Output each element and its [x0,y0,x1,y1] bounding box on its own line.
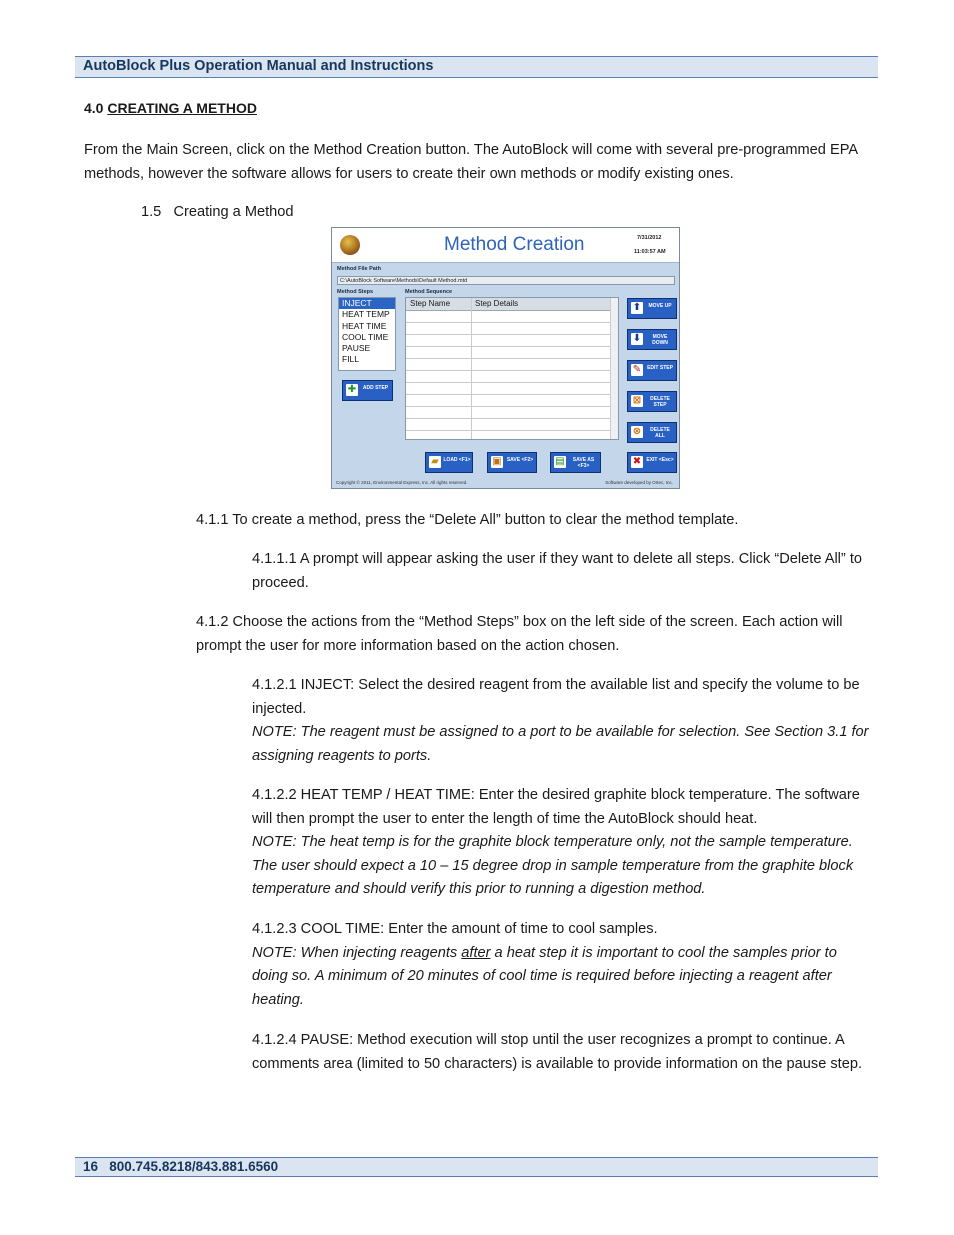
item-4-1-2-3-text: 4.1.2.3 COOL TIME: Enter the amount of time to cool samples. [252,921,658,937]
file-path-field[interactable]: C:\AutoBlock Software\Methods\Default Method.mtd [337,276,675,285]
step-item-fill[interactable]: FILL [342,354,360,365]
footer-text: 16 800.745.8218/843.881.6560 [83,1159,279,1174]
method-creation-screenshot [331,227,680,489]
developer-text: Software developed by Ortec, Inc. [605,480,673,485]
section-title: CREATING A METHOD [107,100,257,116]
exit-button[interactable]: ✖ EXIT <Esc> [627,452,677,473]
save-as-icon: ▤ [555,456,565,467]
folder-icon: ▰ [429,456,441,468]
step-item-heat-temp[interactable]: HEAT TEMP [342,309,390,320]
table-row[interactable] [406,334,612,335]
page-header [75,56,878,78]
method-steps-label: Method Steps [337,289,374,295]
grid-header [406,298,612,311]
grid-scrollbar[interactable] [610,298,618,439]
move-down-button[interactable]: ⬇ MOVE DOWN [627,329,677,350]
table-row[interactable] [406,382,612,383]
table-row[interactable] [406,346,612,347]
item-4-1-2-3 [252,918,872,1012]
delete-all-button[interactable]: ⊗ DELETE ALL [627,422,677,443]
method-sequence-grid[interactable] [405,297,619,440]
step-item-cool-time[interactable]: COOL TIME [342,331,389,342]
move-up-button[interactable]: ⬆ MOVE UP [627,298,677,319]
save-as-button[interactable]: ▤ SAVE AS <F3> [550,452,601,473]
close-icon: ✖ [632,456,642,467]
table-row[interactable] [406,418,612,419]
edit-step-button[interactable]: ✎ EDIT STEP [627,360,677,381]
edit-icon: ✎ [632,364,642,375]
arrow-up-icon: ⬆ [632,302,642,313]
app-logo-icon [340,235,360,255]
item-4-1-2-2-note: NOTE: The heat temp is for the graphite block temperature only, not the sample temperature. The user should expect a 10 – 15 degree drop in sample temperature from the graphite block temperature and should verify this prior to running a digestion method. [252,834,854,897]
load-button[interactable]: ▰ LOAD <F1> [425,452,473,473]
intro-paragraph: From the Main Screen, click on the Method Creation button. The AutoBlock will come with several pre-programmed EPA methods, however the software allows for users to create their own methods or modify existing ones. [84,142,858,182]
figure-caption: 1.5 Creating a Method [141,204,294,220]
table-row[interactable] [406,394,612,395]
delete-all-icon: ⊗ [632,426,642,437]
arrow-down-icon: ⬇ [632,333,642,344]
item-4-1-2-1-text: 4.1.2.1 INJECT: Select the desired reagent from the available list and specify the volume to be injected. [252,677,860,717]
table-row[interactable] [406,370,612,371]
table-row[interactable] [406,358,612,359]
screen-title: Method Creation [444,234,585,255]
item-4-1-2-3-note: NOTE: When injecting reagents after a heat step it is important to cool the samples prior to doing so. A minimum of 20 minutes of cool time is required before injecting a reagent after heating. [252,944,837,1008]
table-row[interactable] [406,430,612,431]
item-4-1-2-4: 4.1.2.4 PAUSE: Method execution will stop until the user recognizes a prompt to continue. A comments area (limited to 50 characters) is available to provide information on the pause step. [252,1032,863,1072]
add-step-button[interactable]: ✚ ADD STEP [342,380,393,401]
screen-time: 11:03:57 AM [634,249,666,255]
save-icon: ▣ [492,456,502,467]
item-4-1-2-1-note: NOTE: The reagent must be assigned to a port to be available for selection. See Section 3.1 for assigning reagents to ports. [252,724,869,764]
section-number: 4.0 [84,100,104,116]
method-sequence-label: Method Sequence [405,289,453,295]
delete-step-button[interactable]: ⊠ DELETE STEP [627,391,677,412]
item-4-1-1-1: 4.1.1.1 A prompt will appear asking the user if they want to delete all steps. Click “Delete All” to proceed. [252,551,863,591]
screen-date: 7/31/2012 [637,235,662,241]
item-4-1-1: 4.1.1 To create a method, press the “Delete All” button to clear the method template. [196,512,739,528]
item-4-1-2-2 [252,784,872,902]
step-item-inject[interactable]: INJECT [339,298,395,309]
grid-header-step-name: Step Name [410,299,451,308]
file-path-label: Method File Path [337,266,381,272]
section-heading [84,100,257,116]
plus-icon: ✚ [347,384,357,395]
copyright-text: Copyright © 2011, Environmental Express, Inc. All rights reserved. [336,480,468,485]
item-4-1-2-2-text: 4.1.2.2 HEAT TEMP / HEAT TIME: Enter the desired graphite block temperature. The software will then prompt the user to enter the length of time the AutoBlock should heat. [252,787,860,827]
method-steps-list[interactable] [338,297,396,371]
delete-icon: ⊠ [632,395,642,406]
screen-topbar [332,228,679,263]
header-title: AutoBlock Plus Operation Manual and Instructions [83,58,434,74]
table-row[interactable] [406,406,612,407]
step-item-pause[interactable]: PAUSE [342,343,371,354]
item-4-1-2-1 [252,674,872,768]
item-4-1-2: 4.1.2 Choose the actions from the “Method Steps” box on the left side of the screen. Each action will prompt the user for more information based on the action chosen. [196,614,843,654]
save-button[interactable]: ▣ SAVE <F2> [487,452,537,473]
grid-header-step-details: Step Details [475,299,519,308]
step-item-heat-time[interactable]: HEAT TIME [342,320,387,331]
page-footer [75,1157,878,1177]
table-row[interactable] [406,322,612,323]
